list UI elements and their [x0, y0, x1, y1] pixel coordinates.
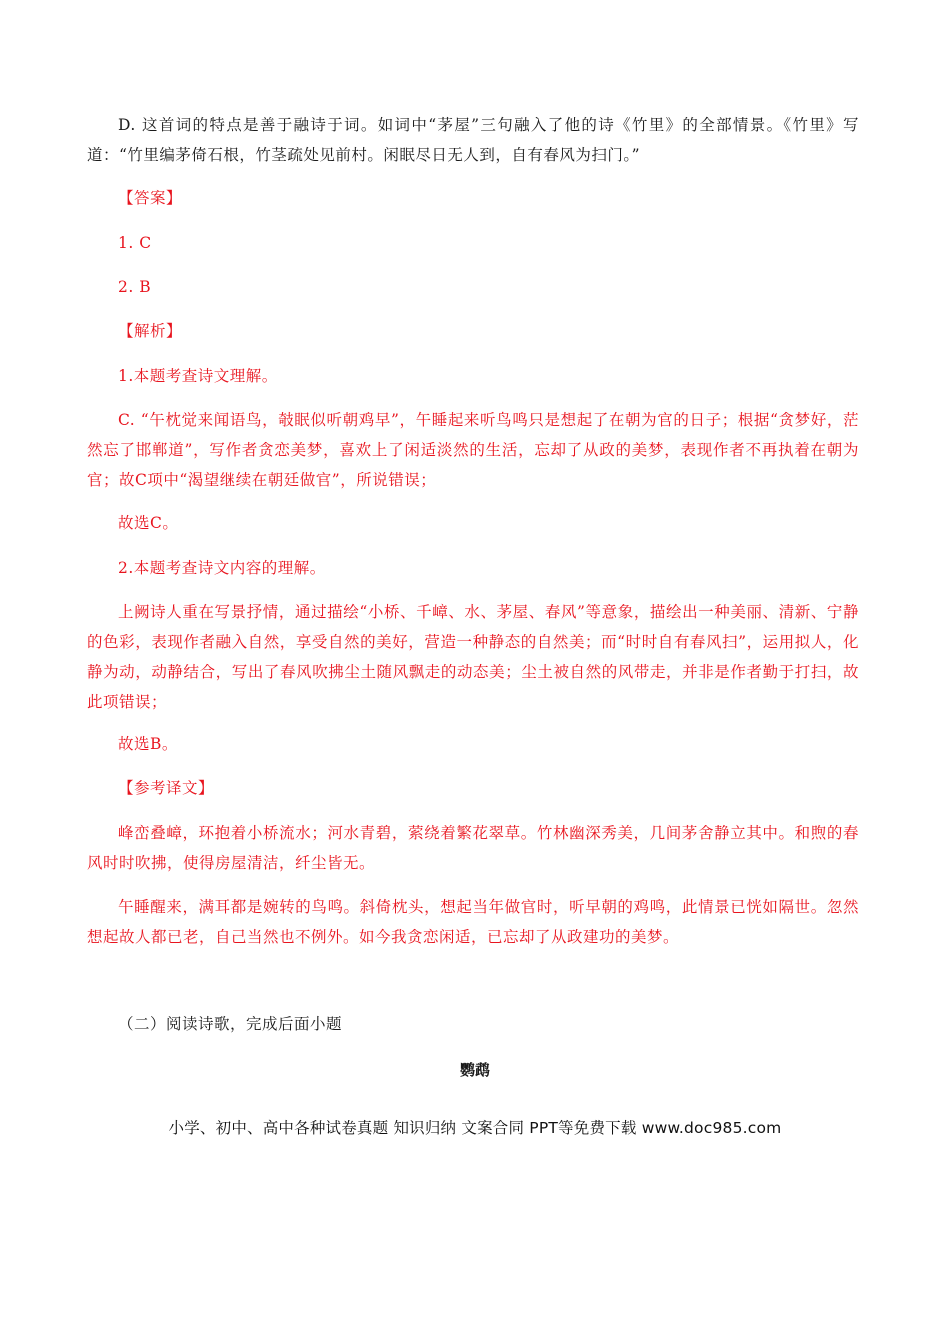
- section-two-heading: （二）阅读诗歌，完成后面小题: [118, 1015, 343, 1033]
- analysis-2-body: 上阙诗人重在写景抒情，通过描绘“小桥、千嶂、水、茅屋、春风”等意象，描绘出一种美丽、清新、宁静的色彩，表现作者融入自然，享受自然的美好，营造一种静态的自然美；而“时时自有春风扫”，运用拟人，化静为动，动静结合，写出了春风吹拂尘土随风飘走的动态美；尘土被自然的风带走，并非是作者勤于打扫，故此项错误；: [87, 603, 859, 711]
- answer-heading: 【答案】: [118, 189, 183, 207]
- translation-paragraph-2: 午睡醒来，满耳都是婉转的鸟鸣。斜倚枕头，想起当年做官时，听早朝的鸡鸣，此情景已恍如隔世。忽然想起故人都已老，自己当然也不例外。如今我贪恋闲适，已忘却了从政建功的美梦。: [87, 898, 859, 946]
- analysis-2-intro: 2.本题考查诗文内容的理解。: [118, 559, 326, 577]
- analysis-1-body: C. “午枕觉来闻语鸟，攲眠似听朝鸡早”，午睡起来听鸟鸣只是想起了在朝为官的日子；根据“贪梦好，茫然忘了邯郸道”，写作者贪恋美梦，喜欢上了闲适淡然的生活，忘却了从政的美梦，表现作者不再执着在朝为官；故C项中“渴望继续在朝廷做官”，所说错误；: [87, 411, 859, 489]
- answer-item-1: 1. C: [118, 234, 152, 252]
- analysis-1-choice: 故选C。: [118, 514, 179, 532]
- translation-heading: 【参考译文】: [118, 779, 215, 797]
- answer-item-2: 2. B: [118, 278, 152, 296]
- option-d-paragraph: D. 这首词的特点是善于融诗于词。如词中“茅屋”三句融入了他的诗《竹里》的全部情景。《竹里》写道：“竹里编茅倚石根，竹茎疏处见前村。闲眠尽日无人到，自有春风为扫门。”: [87, 116, 859, 164]
- analysis-2-choice: 故选B。: [118, 735, 178, 753]
- analysis-1-intro: 1.本题考查诗文理解。: [118, 367, 278, 385]
- translation-paragraph-1: 峰峦叠嶂，环抱着小桥流水；河水青碧，萦绕着繁花翠草。竹林幽深秀美，几间茅舍静立其中。和煦的春风时时吹拂，使得房屋清洁，纤尘皆无。: [87, 824, 859, 872]
- poem-title: 鹦鹉: [459, 1061, 490, 1079]
- footer-ad-text: 小学、初中、高中各种试卷真题 知识归纳 文案合同 PPT等免费下载 www.doc985.com: [168, 1119, 782, 1137]
- analysis-heading: 【解析】: [118, 322, 183, 340]
